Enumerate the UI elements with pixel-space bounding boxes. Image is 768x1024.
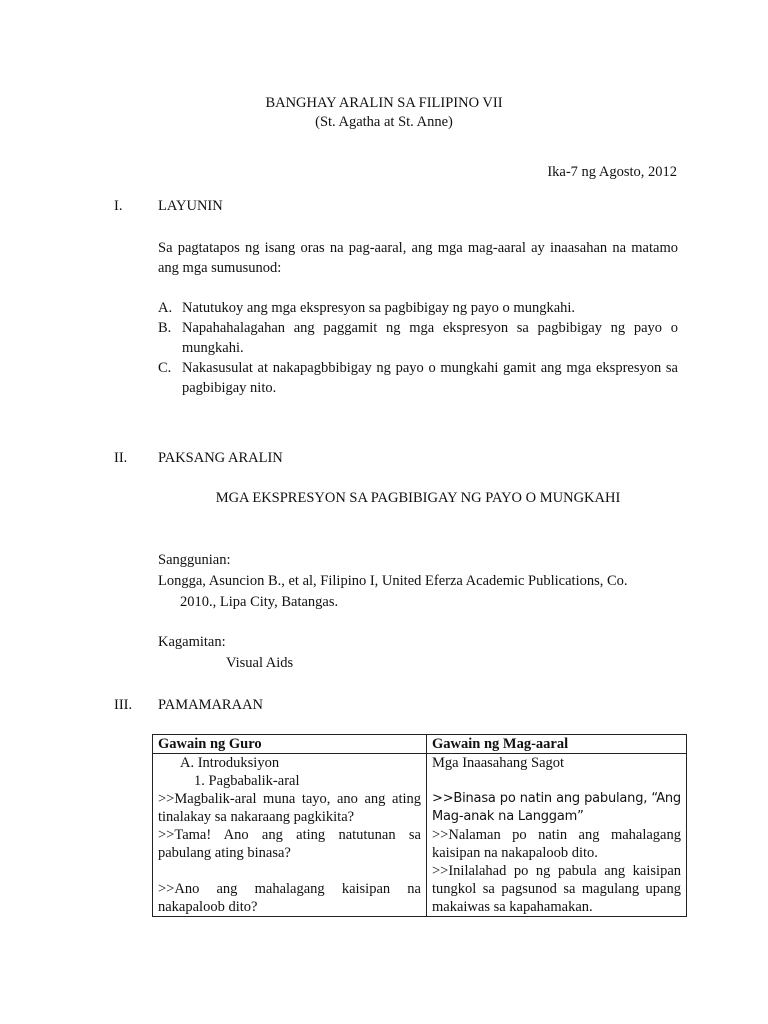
topic-title: MGA EKSPRESYON SA PAGBIBIGAY NG PAYO O MUNGKAHI bbox=[215, 490, 621, 506]
section-2-heading: PAKSANG ARALIN bbox=[158, 450, 283, 466]
section-3-heading: PAMAMARAAN bbox=[158, 697, 264, 713]
document-subtitle: (St. Agatha at St. Anne) bbox=[315, 114, 453, 130]
objective-letter: C. bbox=[158, 360, 172, 376]
materials-value: Visual Aids bbox=[226, 655, 294, 671]
teacher-question: >>Tama! Ano ang ating natutunan sa pabulang ating binasa? bbox=[158, 827, 421, 861]
table-header-row bbox=[153, 735, 687, 754]
section-1-intro: Sa pagtatapos ng isang oras na pag-aaral, ang mga mag-aaral ay inaasahan na matamo ang mga sumusunod: bbox=[158, 240, 678, 276]
section-2-number: II. bbox=[114, 450, 128, 466]
section-1-heading: LAYUNIN bbox=[158, 198, 223, 214]
objective-text: Nakasusulat at nakapagbbibigay ng payo o mungkahi gamit ang mga ekspresyon sa pagbibigay nito. bbox=[182, 360, 678, 396]
teacher-question: >>Ano ang mahalagang kaisipan na nakapaloob dito? bbox=[158, 881, 421, 915]
student-answer: >>Inilalahad po ng pabula ang kaisipan tungkol sa pagsunod sa magulang upang makaiwas sa kapahamakan. bbox=[432, 863, 681, 915]
student-activities-cell bbox=[427, 754, 687, 917]
intro-heading: A. Introduksiyon bbox=[180, 755, 280, 771]
objective-letter: A. bbox=[158, 300, 173, 316]
objective-item bbox=[158, 318, 678, 358]
document-title: BANGHAY ARALIN SA FILIPINO VII bbox=[265, 95, 503, 111]
procedure-table bbox=[152, 734, 687, 917]
student-answer: >>Binasa po natin ang pabulang, “Ang Mag-anak na Langgam” bbox=[432, 791, 681, 824]
reference-line-2: 2010., Lipa City, Batangas. bbox=[180, 594, 339, 610]
table-row bbox=[153, 754, 687, 917]
table-header-student: Gawain ng Mag-aaral bbox=[427, 735, 687, 754]
teacher-question: >>Magbalik-aral muna tayo, ano ang ating tinalakay sa nakaraang pagkikita? bbox=[158, 791, 421, 825]
objective-item bbox=[158, 298, 678, 318]
objectives-list bbox=[158, 298, 678, 398]
blank-line bbox=[432, 772, 681, 790]
objective-text: Napahahalagahan ang paggamit ng mga ekspresyon sa pagbibigay ng payo o mungkahi. bbox=[182, 320, 678, 356]
materials-label: Kagamitan: bbox=[158, 634, 226, 650]
blank-line bbox=[158, 862, 421, 880]
objective-text: Natutukoy ang mga ekspresyon sa pagbibigay ng payo o mungkahi. bbox=[182, 300, 576, 316]
section-1-number: I. bbox=[114, 198, 123, 214]
document-date: Ika-7 ng Agosto, 2012 bbox=[547, 164, 677, 180]
student-answer: >>Nalaman po natin ang mahalagang kaisipan na nakapaloob dito. bbox=[432, 827, 681, 861]
table-header-teacher: Gawain ng Guro bbox=[153, 735, 427, 754]
teacher-activities-cell bbox=[153, 754, 427, 917]
expected-answers-label: Mga Inaasahang Sagot bbox=[432, 755, 565, 771]
review-heading: 1. Pagbabalik-aral bbox=[194, 773, 300, 789]
section-3-number: III. bbox=[114, 697, 133, 713]
objective-letter: B. bbox=[158, 320, 172, 336]
reference-label: Sanggunian: bbox=[158, 552, 231, 568]
reference-line-1: Longga, Asuncion B., et al, Filipino I, United Eferza Academic Publications, Co. bbox=[158, 573, 628, 589]
objective-item bbox=[158, 358, 678, 398]
